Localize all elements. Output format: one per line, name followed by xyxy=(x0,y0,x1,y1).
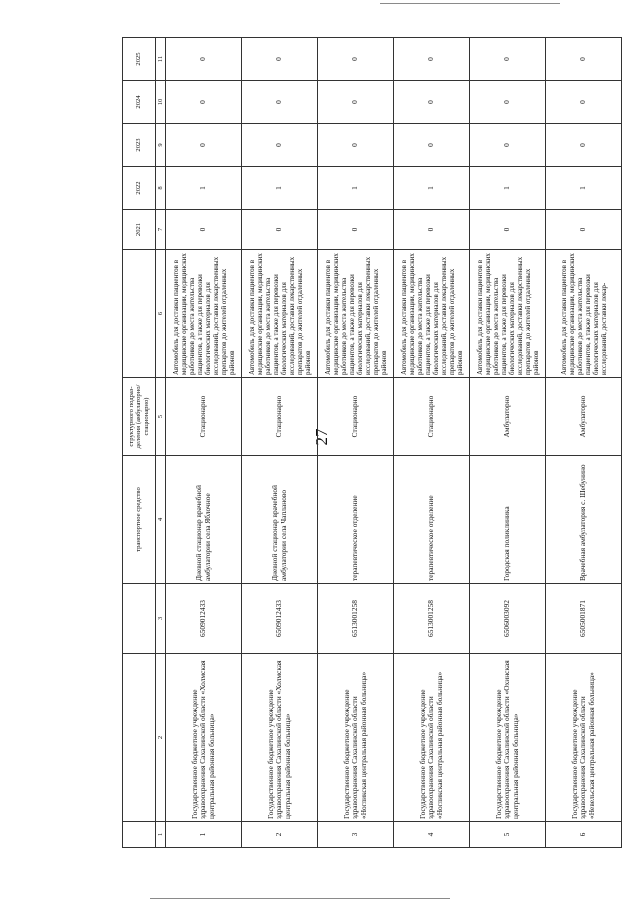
organization-code: 6513001258 xyxy=(318,584,394,654)
organization-code: 6509012433 xyxy=(242,584,318,654)
count-2024: 0 xyxy=(394,81,470,124)
count-2025: 0 xyxy=(394,38,470,81)
header-year-2024: 2024 xyxy=(123,81,156,124)
vehicle-purpose: Автомобиль для доставки пациентов в медицинские организации, медицинских работников до места жительства пациентов, а также для перевозки биологических материалов для исследований, доставки лекарственных препаратов до жителей отдаленных районов xyxy=(242,250,318,378)
count-2025: 0 xyxy=(470,38,546,81)
count-2021: 0 xyxy=(242,210,318,250)
vehicle-purpose: Автомобиль для доставки пациентов в медицинские организации, медицинских работников до места жительства пациентов, а также для перевозки биологических материалов для исследований, доставки лекар- xyxy=(546,250,622,378)
count-2022: 1 xyxy=(166,167,242,210)
count-2022: 1 xyxy=(394,167,470,210)
care-type: Стационарно xyxy=(394,378,470,456)
rotated-table-wrapper xyxy=(122,38,608,848)
organization-name: Государственное бюджетное учреждение здравоохранения Сахалинской области «Холмская центральная районная больница» xyxy=(242,654,318,822)
structural-unit: Городская поликлиника xyxy=(470,456,546,584)
count-2024: 0 xyxy=(318,81,394,124)
count-2021: 0 xyxy=(166,210,242,250)
organization-name: Государственное бюджетное учреждение здравоохранения Сахалинской области «Охинская центральная районная больница» xyxy=(470,654,546,822)
column-number: 6 xyxy=(156,250,166,378)
row-number: 5 xyxy=(470,822,546,848)
column-numbers-row xyxy=(156,38,166,848)
header-cell-3 xyxy=(123,584,156,654)
count-2025: 0 xyxy=(318,38,394,81)
organization-code: 6506003092 xyxy=(470,584,546,654)
row-number: 6 xyxy=(546,822,622,848)
count-2022: 1 xyxy=(318,167,394,210)
count-2024: 0 xyxy=(166,81,242,124)
count-2022: 1 xyxy=(546,167,622,210)
vehicles-table xyxy=(122,37,622,848)
vehicle-purpose: Автомобиль для доставки пациентов в медицинские организации, медицинских работников до места жительства пациентов, а также для перевозки биологических материалов для исследований, доставки лекарственных препаратов до жителей отдаленных районов xyxy=(318,250,394,378)
row-number: 2 xyxy=(242,822,318,848)
count-2022: 1 xyxy=(242,167,318,210)
table-row xyxy=(318,38,394,848)
organization-code: 6509012433 xyxy=(166,584,242,654)
column-number: 11 xyxy=(156,38,166,81)
count-2022: 1 xyxy=(470,167,546,210)
table-row xyxy=(470,38,546,848)
care-type: Амбулаторно xyxy=(470,378,546,456)
page-number: 27 xyxy=(312,428,331,446)
header-year-2021: 2021 xyxy=(123,210,156,250)
care-type: Амбулаторно xyxy=(546,378,622,456)
header-year-2023: 2023 xyxy=(123,124,156,167)
count-2025: 0 xyxy=(242,38,318,81)
organization-code: 6505001871 xyxy=(546,584,622,654)
count-2025: 0 xyxy=(166,38,242,81)
column-number: 9 xyxy=(156,124,166,167)
count-2023: 0 xyxy=(546,124,622,167)
table-row xyxy=(546,38,622,848)
column-number: 4 xyxy=(156,456,166,584)
care-type: Стационарно xyxy=(318,378,394,456)
organization-code: 6513001258 xyxy=(394,584,470,654)
organization-name: Государственное бюджетное учреждение здравоохранения Сахалинской области «Ногликская центральная районная больница» xyxy=(394,654,470,822)
header-row xyxy=(123,38,156,848)
vehicle-purpose: Автомобиль для доставки пациентов в медицинские организации, медицинских работников до места жительства пациентов, а также для перевозки биологических материалов для исследований, доставки лекарственных препаратов до жителей отдаленных районов xyxy=(470,250,546,378)
count-2023: 0 xyxy=(470,124,546,167)
header-cell-1 xyxy=(123,822,156,848)
count-2024: 0 xyxy=(242,81,318,124)
count-2021: 0 xyxy=(394,210,470,250)
organization-name: Государственное бюджетное учреждение здравоохранения Сахалинской области «Невельская центральная районная больница» xyxy=(546,654,622,822)
count-2024: 0 xyxy=(546,81,622,124)
table-row xyxy=(394,38,470,848)
header-vehicle: транспортное средство xyxy=(123,456,156,584)
structural-unit: терапевтическое отделение xyxy=(318,456,394,584)
column-number: 8 xyxy=(156,167,166,210)
count-2021: 0 xyxy=(318,210,394,250)
organization-name: Государственное бюджетное учреждение здравоохранения Сахалинской области «Холмская центральная районная больница» xyxy=(166,654,242,822)
row-number: 1 xyxy=(166,822,242,848)
column-number: 7 xyxy=(156,210,166,250)
structural-unit: терапевтическое отделение xyxy=(394,456,470,584)
organization-name: Государственное бюджетное учреждение здравоохранения Сахалинской области «Ногликская центральная районная больница» xyxy=(318,654,394,822)
header-cell-6 xyxy=(123,250,156,378)
column-number: 3 xyxy=(156,584,166,654)
header-unit-type: структурного подраз-деления (амбулаторно/стационарно) xyxy=(123,378,156,456)
vehicle-purpose: Автомобиль для доставки пациентов в медицинские организации, медицинских работников до места жительства пациентов, а также для перевозки биологических материалов для исследований, доставки лекарственных препаратов до жителей отдаленных районов xyxy=(394,250,470,378)
structural-unit: Дневной стационар врачебной амбулатории села Яблочное xyxy=(166,456,242,584)
structural-unit: Врачебная амбулатория с. Шебунино xyxy=(546,456,622,584)
header-year-2025: 2025 xyxy=(123,38,156,81)
care-type: Стационарно xyxy=(242,378,318,456)
vehicle-purpose: Автомобиль для доставки пациентов в медицинские организации, медицинских работников до места жительства пациентов, а также для перевозки биологических материалов для исследований, доставки лекарственных препаратов до жителей отдаленных районов xyxy=(166,250,242,378)
count-2023: 0 xyxy=(242,124,318,167)
scan-edge-top xyxy=(380,3,560,4)
column-number: 5 xyxy=(156,378,166,456)
care-type: Стационарно xyxy=(166,378,242,456)
count-2024: 0 xyxy=(470,81,546,124)
structural-unit: Дневной стационар врачебной амбулатории села Чапланово xyxy=(242,456,318,584)
column-number: 1 xyxy=(156,822,166,848)
scan-edge-bottom xyxy=(150,898,450,899)
count-2021: 0 xyxy=(546,210,622,250)
count-2023: 0 xyxy=(166,124,242,167)
row-number: 4 xyxy=(394,822,470,848)
count-2023: 0 xyxy=(318,124,394,167)
table-row xyxy=(166,38,242,848)
header-cell-2 xyxy=(123,654,156,822)
header-year-2022: 2022 xyxy=(123,167,156,210)
row-number: 3 xyxy=(318,822,394,848)
count-2025: 0 xyxy=(546,38,622,81)
count-2021: 0 xyxy=(470,210,546,250)
count-2023: 0 xyxy=(394,124,470,167)
column-number: 2 xyxy=(156,654,166,822)
table-row xyxy=(242,38,318,848)
column-number: 10 xyxy=(156,81,166,124)
